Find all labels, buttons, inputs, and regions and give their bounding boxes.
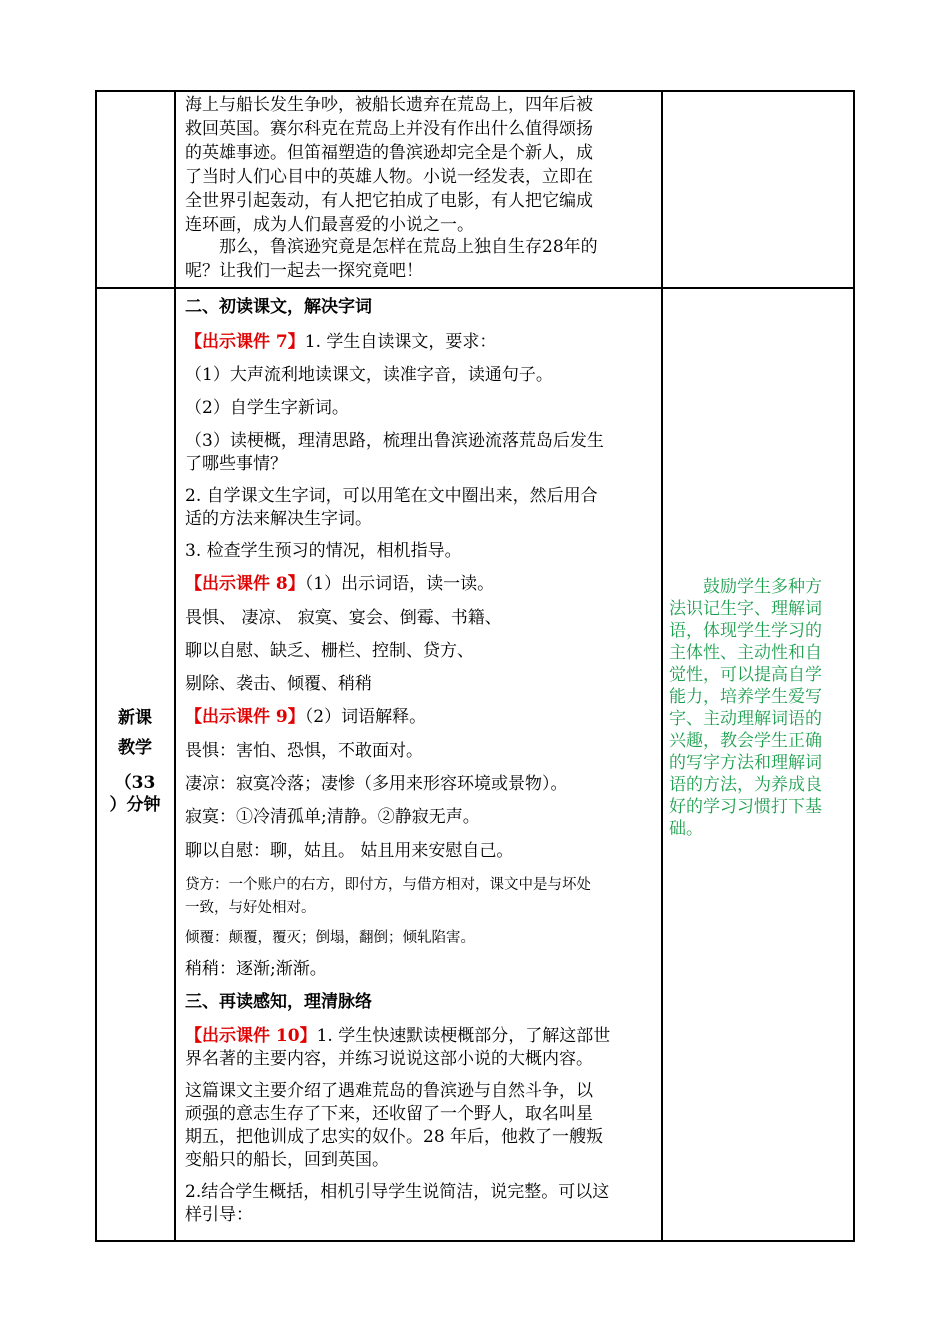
definition: 倾覆：颠覆，覆灭；倒塌，翻倒；倾轧陷害。 [185, 930, 475, 946]
paragraph: 顽强的意志生存了下来，还收留了一个野人，取名叫星 [185, 1104, 593, 1124]
intro-line: 的英雄事迹。但笛福塑造的鲁滨逊却完全是个新人，成 [185, 143, 593, 163]
intro-closing-line: 那么，鲁滨逊究竟是怎样在荒岛上独自生存28年的 [219, 237, 598, 257]
paragraph: 期五，把他训成了忠实的奴仆。28 年后，他救了一艘叛 [185, 1127, 604, 1147]
paragraph: （3）读梗概，理清思路，梳理出鲁滨逊流落荒岛后发生 [185, 431, 604, 451]
paragraph: 3. 检查学生预习的情况，相机指导。 [185, 541, 462, 561]
stage-name: 教学 [118, 738, 152, 758]
paragraph: 界名著的主要内容，并练习说说这部小说的大概内容。 [185, 1049, 593, 1069]
paragraph-text: 1. 学生自读课文，要求： [304, 332, 497, 352]
paragraph: 2.结合学生概括，相机引导学生说简洁，说完整。可以这 [185, 1182, 610, 1202]
word-list: 畏惧、 凄凉、 寂寞、宴会、倒霉、书籍、 [185, 608, 502, 628]
note-line: 法识记生字、理解词 [669, 599, 822, 619]
row-divider [95, 287, 855, 289]
column-divider-1 [174, 90, 176, 1242]
section-heading: 二、初读课文，解决字词 [185, 297, 372, 317]
intro-closing-line: 呢？让我们一起去一探究竟吧！ [185, 261, 423, 281]
note-line: 字、主动理解词语的 [669, 709, 822, 729]
courseware-tag: 【出示课件 9】 [185, 707, 305, 727]
note-line: 觉性，可以提高自学 [669, 665, 822, 685]
courseware-tag: 【出示课件 7】 [185, 332, 305, 352]
paragraph: 适的方法来解决生字词。 [185, 509, 372, 529]
courseware-tag: 【出示课件 10】 [185, 1026, 317, 1046]
definition: 聊以自慰：聊，姑且。 姑且用来安慰自己。 [185, 841, 514, 861]
note-line: 兴趣，教会学生正确 [669, 731, 822, 751]
definition: 一致，与好处相对。 [185, 900, 316, 916]
paragraph [185, 705, 426, 729]
paragraph: 这篇课文主要介绍了遇难荒岛的鲁滨逊与自然斗争，以 [185, 1081, 593, 1101]
word-list: 聊以自慰、缺乏、栅栏、控制、贷方、 [185, 641, 474, 661]
paragraph [185, 330, 496, 354]
stage-duration: ）分钟 [109, 795, 161, 815]
intro-line: 了当时人们心目中的英雄人物。小说一经发表，立即在 [185, 167, 593, 187]
stage-name: 新课 [118, 708, 152, 728]
definition: 贷方：一个账户的右方，即付方，与借方相对，课文中是与坏处 [185, 877, 591, 893]
paragraph [185, 1024, 610, 1048]
column-divider-2 [661, 90, 663, 1242]
lesson-plan-table [95, 90, 855, 1242]
paragraph: 样引导： [185, 1205, 253, 1225]
design-intent-note [669, 576, 845, 840]
note-line: 主体性、主动性和自 [669, 643, 822, 663]
paragraph-text: （2）词语解释。 [304, 707, 427, 727]
table-right-border [853, 90, 855, 1242]
paragraph: 了哪些事情？ [185, 454, 287, 474]
paragraph: （1）大声流利地读课文，读准字音，读通句子。 [185, 365, 553, 385]
note-line: 的写字方法和理解词 [669, 753, 822, 773]
paragraph: （2）自学生字新词。 [185, 398, 349, 418]
definition: 稍稍：逐渐;渐渐。 [185, 959, 327, 979]
paragraph-text: （1）出示词语，读一读。 [304, 574, 495, 594]
definition: 畏惧：害怕、恐惧，不敢面对。 [185, 741, 423, 761]
definition: 凄凉：寂寞冷落；凄惨（多用来形容环境或景物）。 [185, 774, 568, 794]
definition: 寂寞：①冷清孤单;清静。②静寂无声。 [185, 807, 480, 827]
intro-line: 救回英国。赛尔科克在荒岛上并没有作出什么值得颂扬 [185, 119, 593, 139]
note-line: 语，体现学生学习的 [669, 621, 822, 641]
table-top-border [95, 90, 855, 92]
stage-duration: （33 [114, 773, 156, 793]
intro-line: 海上与船长发生争吵，被船长遗弃在荒岛上，四年后被 [185, 95, 593, 115]
paragraph-text: 1. 学生快速默读梗概部分，了解这部世 [316, 1026, 611, 1046]
paragraph: 变船只的船长，回到英国。 [185, 1150, 389, 1170]
note-line: 能力，培养学生爱写 [669, 687, 822, 707]
intro-line: 全世界引起轰动，有人把它拍成了电影，有人把它编成 [185, 191, 593, 211]
note-line: 础。 [669, 819, 703, 839]
intro-line: 连环画，成为人们最喜爱的小说之一。 [185, 215, 474, 235]
courseware-tag: 【出示课件 8】 [185, 574, 305, 594]
section-heading: 三、再读感知，理清脉络 [185, 992, 372, 1012]
table-left-border [95, 90, 97, 1242]
note-line: 语的方法，为养成良 [669, 775, 822, 795]
note-line: 鼓励学生多种方 [669, 577, 822, 597]
paragraph [185, 572, 494, 596]
word-list: 剔除、袭击、倾覆、稍稍 [185, 674, 372, 694]
paragraph: 2. 自学课文生字词，可以用笔在文中圈出来，然后用合 [185, 486, 598, 506]
note-line: 好的学习习惯打下基 [669, 797, 822, 817]
table-bottom-border [95, 1240, 855, 1242]
